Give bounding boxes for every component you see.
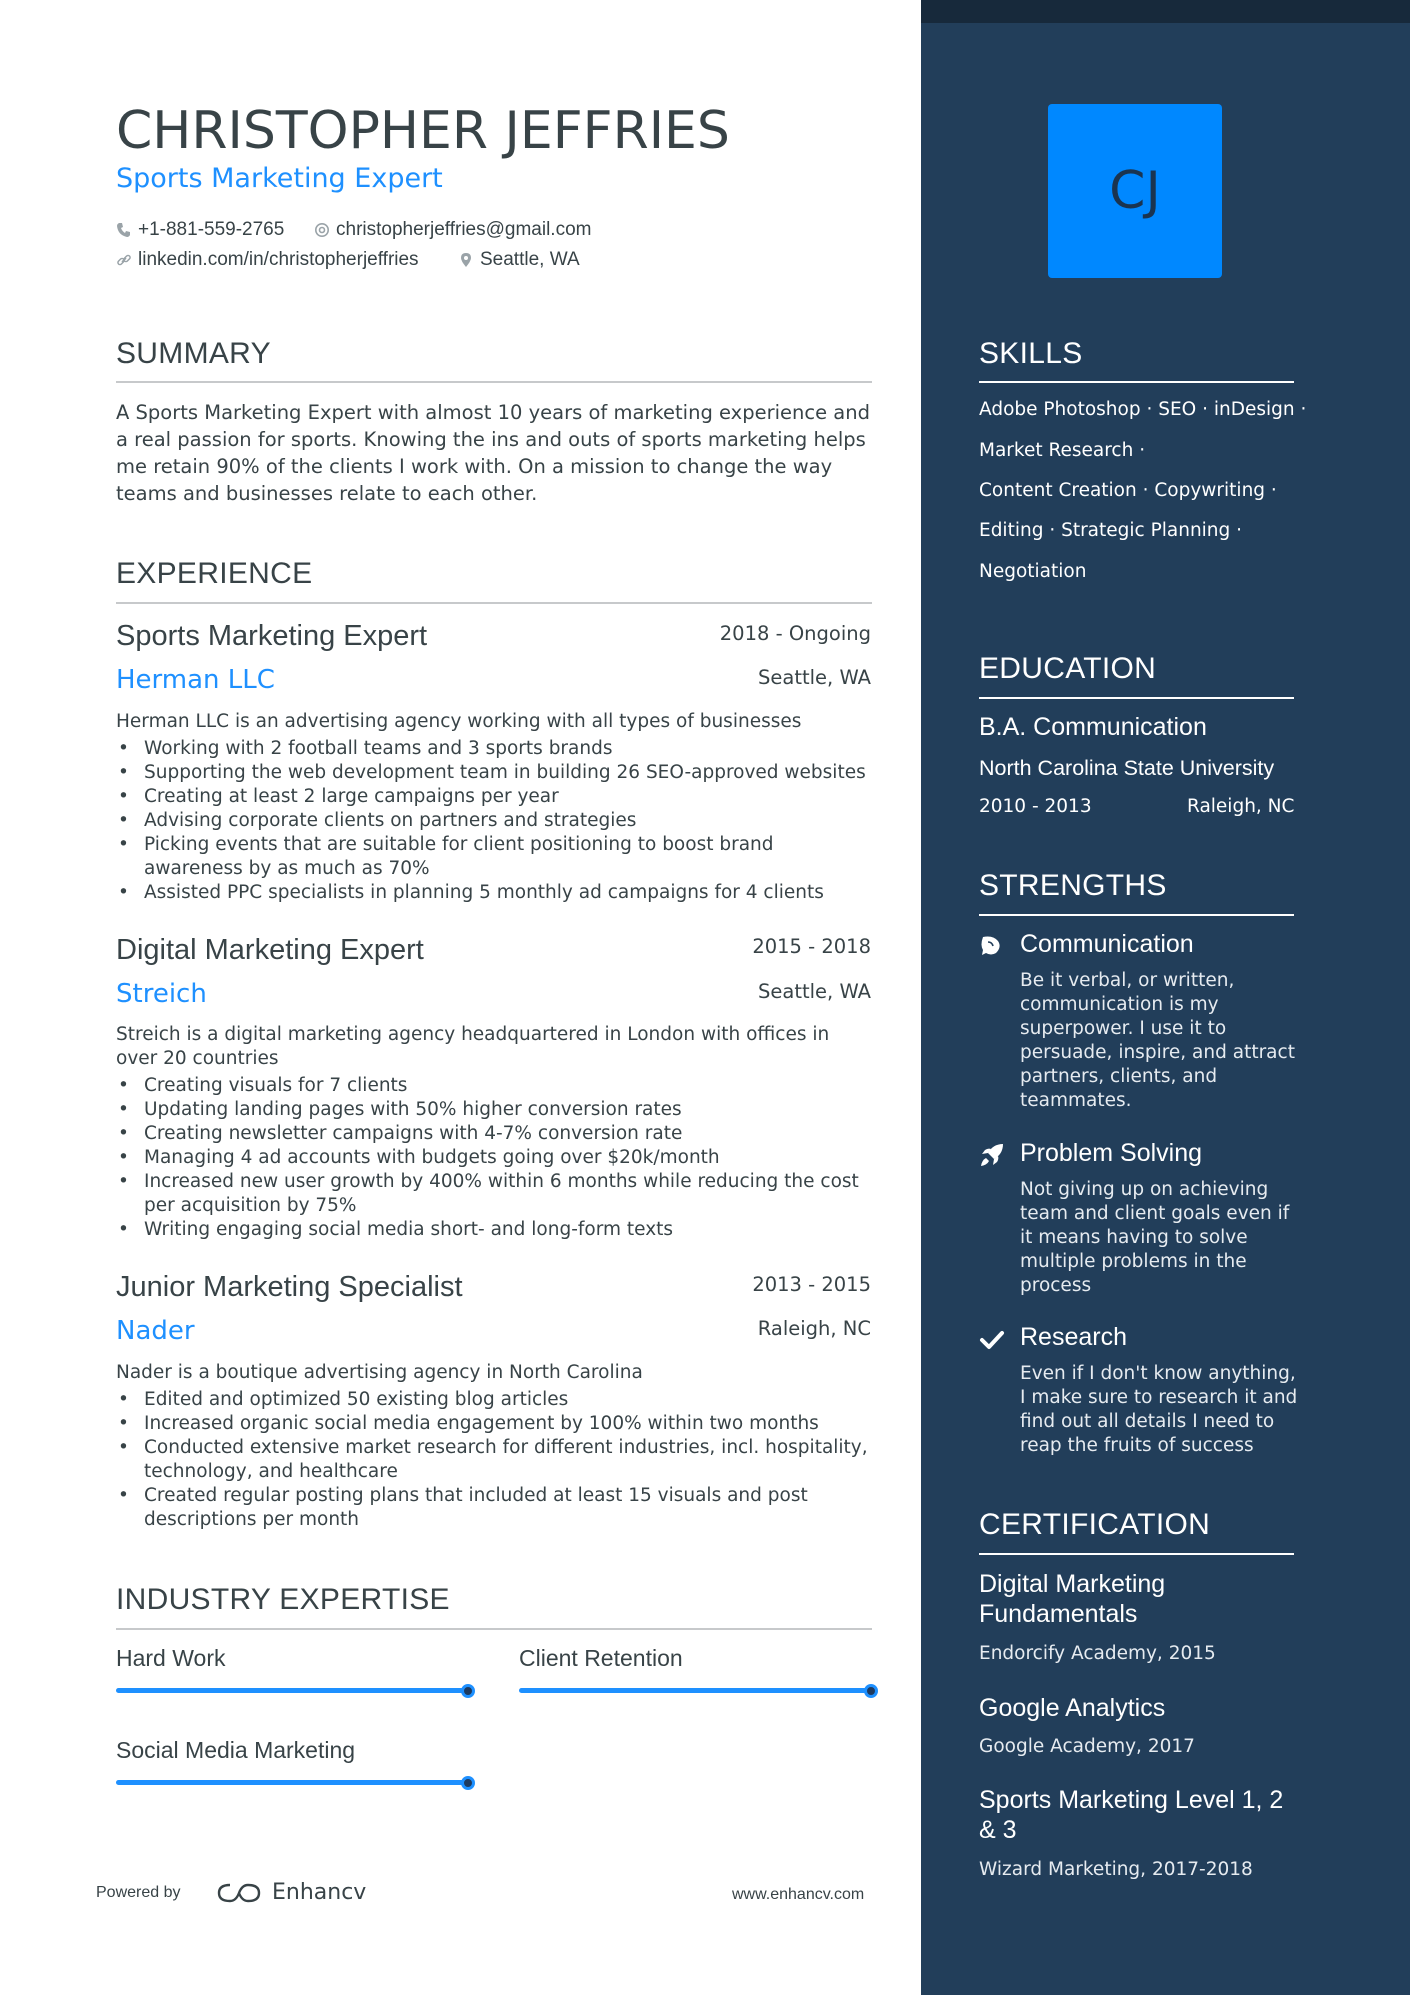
linkedin-text[interactable]: linkedin.com/in/christopherjeffries <box>138 249 419 270</box>
at-icon <box>314 222 330 238</box>
certification-issuer: Google Academy, 2017 <box>979 1736 1195 1757</box>
list-item: • Created regular posting plans that included at least 15 visuals and post descriptions per month <box>116 1484 876 1532</box>
job-bullets <box>116 1388 876 1532</box>
job-dates: 2015 - 2018 <box>752 935 871 958</box>
avatar: CJ <box>1048 104 1222 278</box>
strengths-divider <box>979 914 1294 916</box>
skills-line: Market Research · <box>979 440 1146 461</box>
skills-line: Negotiation <box>979 561 1087 582</box>
speech-bubble-icon <box>979 933 1005 959</box>
email-text[interactable]: christopherjeffries@gmail.com <box>336 219 592 240</box>
sidebar-top-bar <box>921 0 1410 23</box>
list-item: • Increased organic social media engagement by 100% within two months <box>116 1412 876 1436</box>
experience-divider <box>116 602 872 604</box>
certification-name: Google Analytics <box>979 1694 1166 1722</box>
certification-issuer: Wizard Marketing, 2017-2018 <box>979 1859 1253 1880</box>
list-item: • Working with 2 football teams and 3 sports brands <box>116 737 876 761</box>
education-dates: 2010 - 2013 <box>979 796 1092 817</box>
brand-name: Enhancv <box>272 1880 367 1905</box>
expertise-heading: INDUSTRY EXPERTISE <box>116 1583 450 1616</box>
enhancv-logo[interactable] <box>216 1880 366 1905</box>
strength-text: Not giving up on achieving team and client goals even if it means having to solve multiple problems in the process <box>1020 1179 1290 1296</box>
job-title: Junior Marketing Specialist <box>116 1271 463 1303</box>
list-item: • Creating at least 2 large campaigns per year <box>116 785 876 809</box>
candidate-name: CHRISTOPHER JEFFRIES <box>116 101 730 161</box>
summary-text: A Sports Marketing Expert with almost 10 years of marketing experience and a real passion for sports. Knowing the ins and outs of sports marketing helps me retain 90% of the clients I work with. On a mission to change the way teams and businesses relate to each other. <box>116 401 870 505</box>
experience-heading: EXPERIENCE <box>116 557 313 590</box>
skills-divider <box>979 381 1294 383</box>
job-title: Sports Marketing Expert <box>116 620 428 652</box>
rocket-icon <box>979 1142 1005 1168</box>
job-location: Raleigh, NC <box>757 1317 871 1340</box>
company-description: Herman LLC is an advertising agency working with all types of businesses <box>116 711 802 732</box>
education-divider <box>979 697 1294 699</box>
email-contact[interactable] <box>314 219 591 241</box>
job-location: Seattle, WA <box>758 666 871 689</box>
strength-text: Be it verbal, or written, communication is my superpower. I use it to persuade, inspire, and attract partners, clients, and teammates. <box>1020 970 1295 1111</box>
list-item: • Managing 4 ad accounts with budgets going over $20k/month <box>116 1146 876 1170</box>
strength-title: Research <box>1020 1323 1127 1351</box>
job-bullets <box>116 1074 876 1242</box>
expertise-label: Hard Work <box>116 1645 226 1671</box>
website-link[interactable]: www.enhancv.com <box>732 1886 865 1903</box>
location-contact <box>458 249 580 271</box>
list-item: • Writing engaging social media short- and long-form texts <box>116 1218 876 1242</box>
list-item: • Edited and optimized 50 existing blog articles <box>116 1388 876 1412</box>
expertise-bar-knob <box>461 1776 475 1790</box>
list-item: • Advising corporate clients on partners and strategies <box>116 809 876 833</box>
skills-line: Adobe Photoshop · SEO · inDesign · <box>979 399 1307 420</box>
certification-issuer: Endorcify Academy, 2015 <box>979 1643 1216 1664</box>
company-name: Streich <box>116 979 207 1009</box>
powered-by-text: Powered by <box>96 1884 181 1901</box>
certification-heading: CERTIFICATION <box>979 1508 1211 1541</box>
enhancv-logo-icon <box>216 1881 262 1905</box>
expertise-bar <box>519 1688 872 1693</box>
location-pin-icon <box>458 252 474 268</box>
skills-heading: SKILLS <box>979 337 1083 370</box>
link-icon <box>116 252 132 268</box>
company-name: Herman LLC <box>116 665 275 695</box>
location-text: Seattle, WA <box>480 249 580 270</box>
expertise-divider <box>116 1628 872 1630</box>
strengths-heading: STRENGTHS <box>979 869 1167 902</box>
checkmark-icon <box>979 1327 1005 1353</box>
job-dates: 2018 - Ongoing <box>719 622 871 645</box>
school-name: North Carolina State University <box>979 756 1275 780</box>
certification-name: Sports Marketing Level 1, 2 & 3 <box>979 1786 1284 1844</box>
expertise-bar-knob <box>461 1684 475 1698</box>
list-item: • Creating newsletter campaigns with 4-7% conversion rate <box>116 1122 876 1146</box>
job-dates: 2013 - 2015 <box>752 1273 871 1296</box>
phone-contact <box>116 219 284 241</box>
job-bullets <box>116 737 876 905</box>
list-item: • Assisted PPC specialists in planning 5 monthly ad campaigns for 4 clients <box>116 881 876 905</box>
company-description: Nader is a boutique advertising agency in North Carolina <box>116 1362 643 1383</box>
skills-line: Content Creation · Copywriting · <box>979 480 1277 501</box>
expertise-label: Client Retention <box>519 1645 683 1671</box>
degree-title: B.A. Communication <box>979 713 1207 741</box>
expertise-bar <box>116 1780 468 1785</box>
expertise-label: Social Media Marketing <box>116 1737 356 1763</box>
summary-divider <box>116 381 872 383</box>
phone-icon <box>116 222 132 238</box>
education-heading: EDUCATION <box>979 652 1157 685</box>
strength-title: Communication <box>1020 930 1194 958</box>
skills-line: Editing · Strategic Planning · <box>979 520 1243 541</box>
summary-heading: SUMMARY <box>116 337 271 370</box>
certification-divider <box>979 1553 1294 1555</box>
strength-title: Problem Solving <box>1020 1139 1203 1167</box>
list-item: • Supporting the web development team in building 26 SEO-approved websites <box>116 761 876 785</box>
list-item: • Conducted extensive market research for different industries, incl. hospitality, technology, and healthcare <box>116 1436 876 1484</box>
job-title: Digital Marketing Expert <box>116 934 424 966</box>
list-item: • Increased new user growth by 400% within 6 months while reducing the cost per acquisition by 75% <box>116 1170 876 1218</box>
strength-text: Even if I don't know anything, I make sure to research it and find out all details I need to reap the fruits of success <box>1020 1363 1298 1456</box>
expertise-bar-knob <box>864 1684 878 1698</box>
list-item: • Picking events that are suitable for client positioning to boost brand awareness by as much as 70% <box>116 833 876 881</box>
education-location: Raleigh, NC <box>1187 796 1295 817</box>
candidate-role: Sports Marketing Expert <box>116 163 443 194</box>
phone-text: +1-881-559-2765 <box>138 219 285 240</box>
company-name: Nader <box>116 1316 195 1346</box>
job-location: Seattle, WA <box>758 980 871 1003</box>
linkedin-contact[interactable] <box>116 249 419 271</box>
expertise-bar <box>116 1688 468 1693</box>
list-item: • Creating visuals for 7 clients <box>116 1074 876 1098</box>
list-item: • Updating landing pages with 50% higher conversion rates <box>116 1098 876 1122</box>
certification-name: Digital Marketing Fundamentals <box>979 1570 1166 1628</box>
company-description: Streich is a digital marketing agency headquartered in London with offices in over 20 countries <box>116 1024 830 1069</box>
